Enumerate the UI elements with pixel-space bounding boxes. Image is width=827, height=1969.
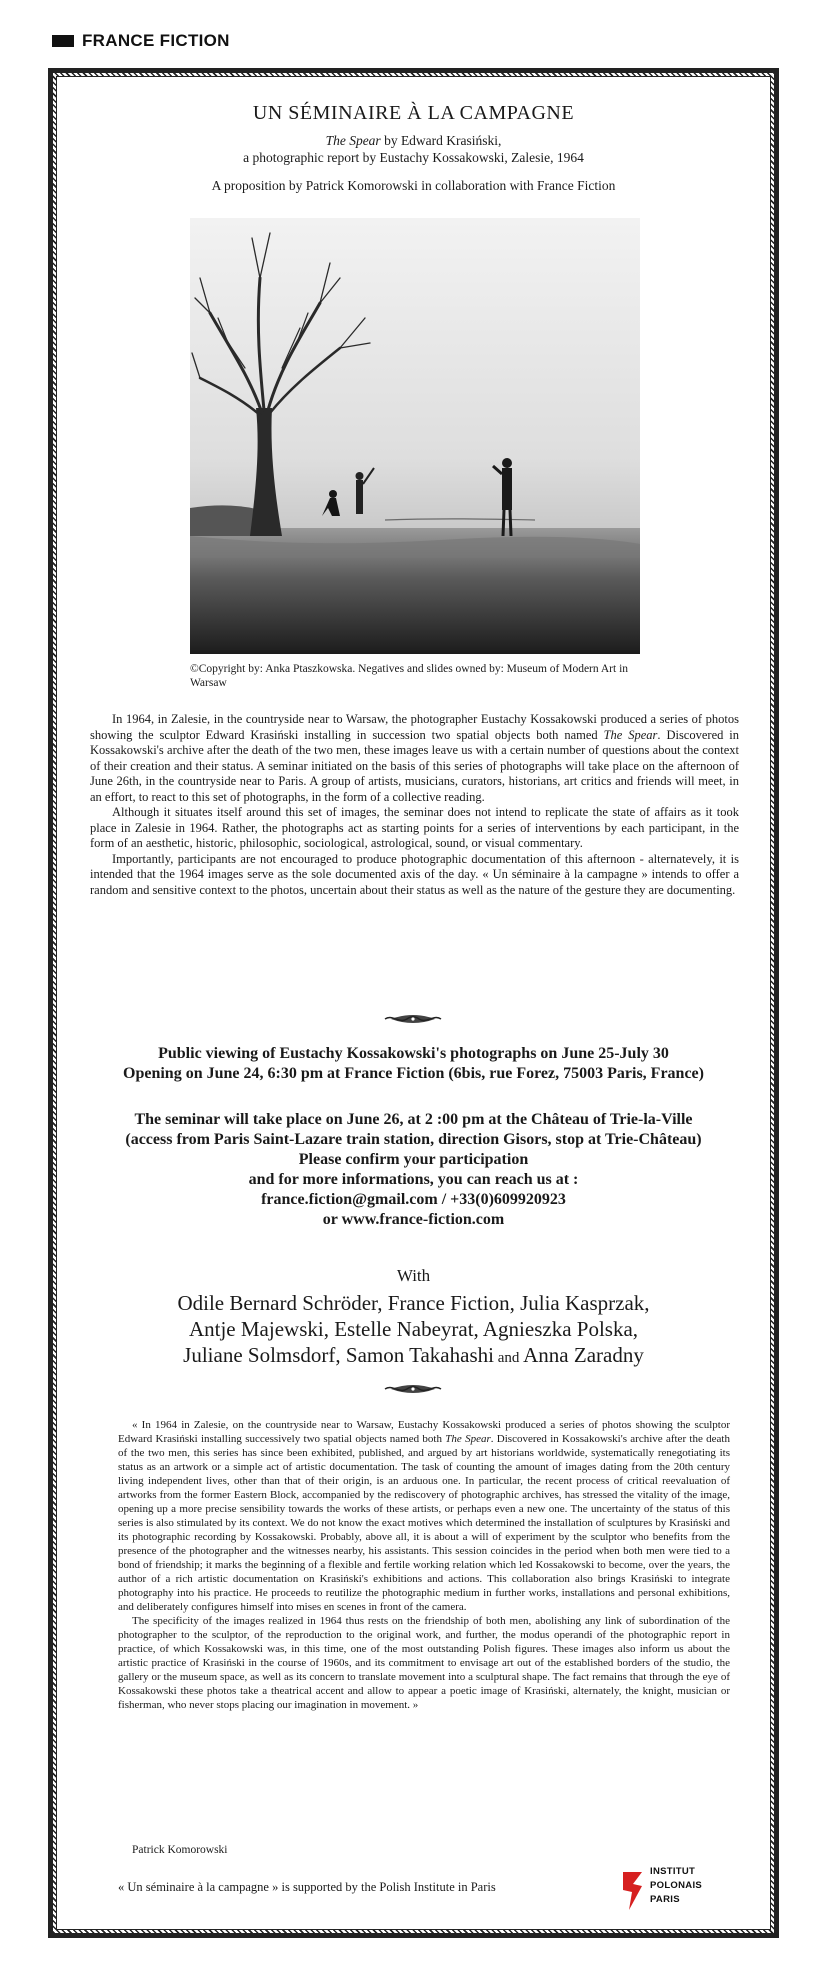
work-title: The Spear	[325, 133, 381, 148]
participants-line-3b: Anna Zaradny	[523, 1343, 644, 1367]
subtitle-line3: A proposition by Patrick Komorowski in collaboration with France Fiction	[211, 178, 616, 193]
access-info: (access from Paris Saint-Lazare train station, direction Gisors, stop at Trie-Château)	[125, 1131, 702, 1148]
header	[52, 30, 230, 52]
quote-p1-italic: The Spear	[445, 1433, 491, 1445]
subtitle-line1: by Edward Krasiński,	[380, 133, 502, 148]
ornament-icon	[383, 1012, 443, 1026]
confirm-line: Please confirm your participation	[298, 1151, 529, 1168]
intro-text	[90, 712, 739, 898]
photo-caption: ©Copyright by: Anka Ptaszkowska. Negatives and slides owned by: Museum of Modern Art in Warsaw	[190, 663, 629, 689]
contact-email-phone: france.fiction@gmail.com / +33(0)609920923	[261, 1191, 566, 1208]
quote-p1-text: « In 1964 in Zalesie, on the countryside near to Warsaw, Eustachy Kossakowski produced a series of photos showing the sculptor Edward Krasiński installing successively two spatial objects named both	[118, 1419, 730, 1445]
logo-text-1: INSTITUT	[650, 1866, 696, 1877]
photo	[190, 218, 640, 654]
institut-polonais-logo	[620, 1862, 703, 1918]
viewing-info	[56, 1044, 771, 1084]
header-label: FRANCE FICTION	[82, 31, 230, 50]
quote-paragraph-1	[118, 1418, 730, 1614]
photo-image	[190, 218, 640, 654]
seminar-date: The seminar will take place on June 26, at 2 :00 pm at the Château of Trie-la-Ville	[134, 1111, 693, 1128]
participants-line-1: Odile Bernard Schröder, France Fiction, Julia Kasprzak,	[177, 1291, 650, 1315]
quote-paragraph-2: The specificity of the images realized in 1964 thus rests on the friendship of both men, abolishing any link of subordination of the photographer to the sculptor, of the reproduction to the original work, and further, the modus operandi of the photographic report in practice, of which Kossakowski was, in this time, one of the most outstanding Polish figures. These images also inform us about the artistic practice of Krasiński in the course of 1960s, and its commitment to envisage art out of the established borders of the studio, the gallery or the museum space, as well as its concern to translate movement into a sculptural shape. The fact remains that through the eye of Kossakowski these photos take a theatrical accent and allow to appear a poetic image of Krasiński, alternately, the knight, musician or fisherman, who never stops placing our imagination in movement. »	[118, 1615, 730, 1711]
and-word: and	[493, 1350, 524, 1366]
viewing-dates: Public viewing of Eustachy Kossakowski's photographs on June 25-July 30	[158, 1045, 669, 1062]
intro-p1-italic: The Spear	[603, 727, 658, 742]
intro-paragraph-3: Importantly, participants are not encouraged to produce photographic documentation of this afternoon - alternatevely, it is intended that the 1964 images serve as the sole documented axis of the day. « Un séminaire à la campagne » intends to offer a random and sensitive context to the photos, uncertain about their status as well as the nature of the gesture they are documenting.	[90, 851, 739, 897]
intro-p1-text-2: . Discovered in Kossakowski's archive after the death of the two men, these images leave us with a certain number of questions about the context of their creation and their status. A seminar initiated on the basis of this series of photographs will take place on the afternoon of June 26th, in the countryside near to Paris. A group of artists, musicians, curators, historians, art critics and friends will meet, in an effort, to react to this set of photographs, in the form of a collective reading.	[90, 727, 739, 804]
website-link: or www.france-fiction.com	[322, 1211, 505, 1228]
header-square-icon	[52, 35, 74, 47]
seminar-info	[56, 1110, 771, 1230]
ornament-icon	[383, 1382, 443, 1396]
participants-line-3a: Juliane Solmsdorf, Samon Takahashi	[183, 1343, 494, 1367]
page-title: UN SÉMINAIRE À LA CAMPAGNE	[252, 102, 575, 124]
signature: Patrick Komorowski	[132, 1844, 228, 1856]
opening-info: Opening on June 24, 6:30 pm at France Fiction (6bis, rue Forez, 75003 Paris, France)	[123, 1065, 704, 1082]
quote-p1-text-2: . Discovered in Kossakowski's archive after the death of the two men, this series has since been exhibited, published, and argued by art historians worldwide, systematically renegotiating its status as an artwork or a simple act of artistic documentation. The task of counting the amount of images dating from the 20th century living independent lives, other than that of their origin, is an arduous one. In particular, the recent process of critical reevaluation of artworks from the former Eastern Block, accompanied by the rediscovery of photographic archives, has stressed the vitality of the image, opening up a more precise sensibility towards the works of these artists, or perhaps even a new one. The uncertainty of the status of this series is also stimulated by its context. We do not know the exact motives which determined the installation of sculptures by Krasiński and its photographic recording by Kossakowski. Probably, above all, it is about a will of experiment by the sculptor who benefits from the presence of the photographer and the witnesses nearby, his assistants. This session coincides in the period when both men were tied to a bond of friendship; it marks the beginning of a flexible and fertile working relation which led Kossakowski to become, over the years, the author of a rich artistic documentation on Krasiński's exhibitions and actions. This collaboration also brings Krasiński to integrate photography into his practice. He proceeds to reutilize the photographic medium in further works, installations and personal exhibitions, and deliberately configures himself into mises en scenes in front of the camera.	[118, 1433, 730, 1613]
subtitle	[56, 132, 771, 166]
quote-text	[118, 1418, 730, 1712]
contact-intro: and for more informations, you can reach us at :	[248, 1171, 579, 1188]
intro-p1-text: In 1964, in Zalesie, in the countryside near to Warsaw, the photographer Eustachy Kossakowski produced a series of photos showing the sculptor Edward Krasiński installing in succession two spatial objects both named	[90, 712, 739, 742]
participants-line-3	[56, 1342, 771, 1371]
support-note: « Un séminaire à la campagne » is supported by the Polish Institute in Paris	[118, 1880, 496, 1894]
logo-text-3: PARIS	[650, 1894, 680, 1905]
participants-line-2: Antje Majewski, Estelle Nabeyrat, Agnieszka Polska,	[188, 1317, 639, 1341]
polish-institute-icon	[620, 1866, 646, 1914]
intro-paragraph-2: Although it situates itself around this set of images, the seminar does not intend to replicate the state of affairs as it took place in Zalesie in 1964. Rather, the photographs act as starting points for a series of interventions by each participant, in the form of an aesthetic, historic, philosophic, sociological, astrological, sound, or visual commentary.	[90, 805, 739, 850]
with-label: With	[396, 1266, 431, 1285]
intro-paragraph-1	[90, 712, 739, 805]
subtitle-line2: a photographic report by Eustachy Kossakowski, Zalesie, 1964	[243, 150, 584, 165]
logo-text-2: POLONAIS	[650, 1880, 703, 1891]
participants	[56, 1290, 771, 1371]
